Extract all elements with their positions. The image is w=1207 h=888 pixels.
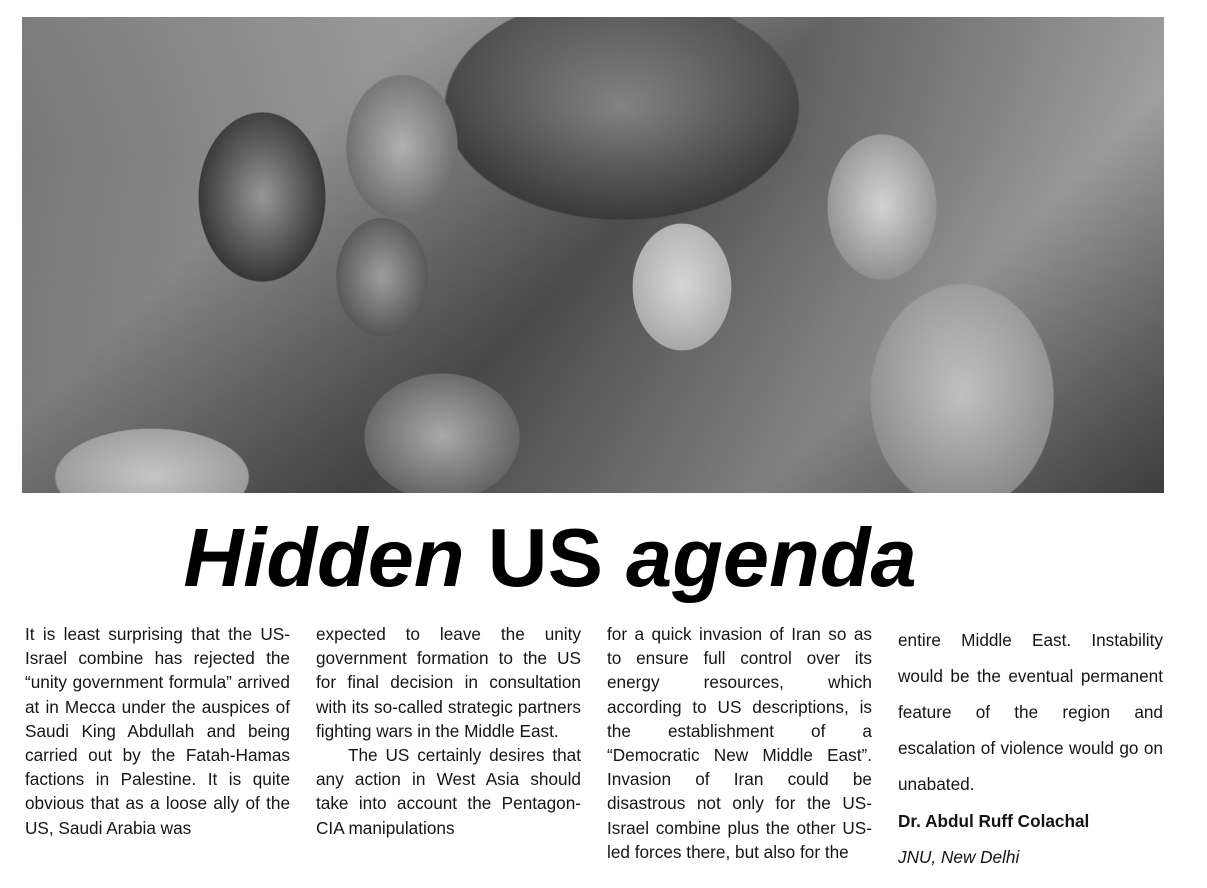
news-photo xyxy=(22,17,1164,493)
column-1-paragraph-1: It is least surprising that the US-Israel combine has rejected the “unity government formula” arrived at in Mecca under the auspices of Saudi King Abdullah and being carried out by the Fatah-Hamas factions in Palestine. It is quite obvious that as a loose ally of the US, Saudi Arabia was xyxy=(25,624,290,838)
column-3-paragraph-1: for a quick invasion of Iran so as to ensure full control over its energy resources, which according to US descriptions, is the establishment of a “Democratic New Middle East”. Invasion of Iran could be disastrous not only for the US-Israel combine plus the other US-led forces there, but also for the xyxy=(607,624,872,862)
column-2-paragraph-2: The US certainly desires that any action in West Asia should take into account the Pentagon-CIA manipulations xyxy=(316,745,581,838)
author-location: JNU, New Delhi xyxy=(898,847,1020,867)
headline xyxy=(0,508,1100,608)
headline-part-2: US xyxy=(487,511,603,604)
headline-part-3: agenda xyxy=(626,511,917,604)
article-column-4 xyxy=(898,622,1163,875)
article-column-3 xyxy=(607,622,872,864)
author-name: Dr. Abdul Ruff Colachal xyxy=(898,811,1090,831)
article-column-2 xyxy=(316,622,581,840)
article-column-1 xyxy=(25,622,290,840)
column-2-paragraph-1: expected to leave the unity government formation to the US for final decision in consultation with its so-called strategic partners fighting wars in the Middle East. xyxy=(316,624,581,741)
photo-shading xyxy=(22,17,1164,493)
column-4-paragraph-1: entire Middle East. Instability would be the eventual permanent feature of the region and escalation of violence would go on unabated. xyxy=(898,630,1163,794)
headline-part-1: Hidden xyxy=(183,511,465,604)
